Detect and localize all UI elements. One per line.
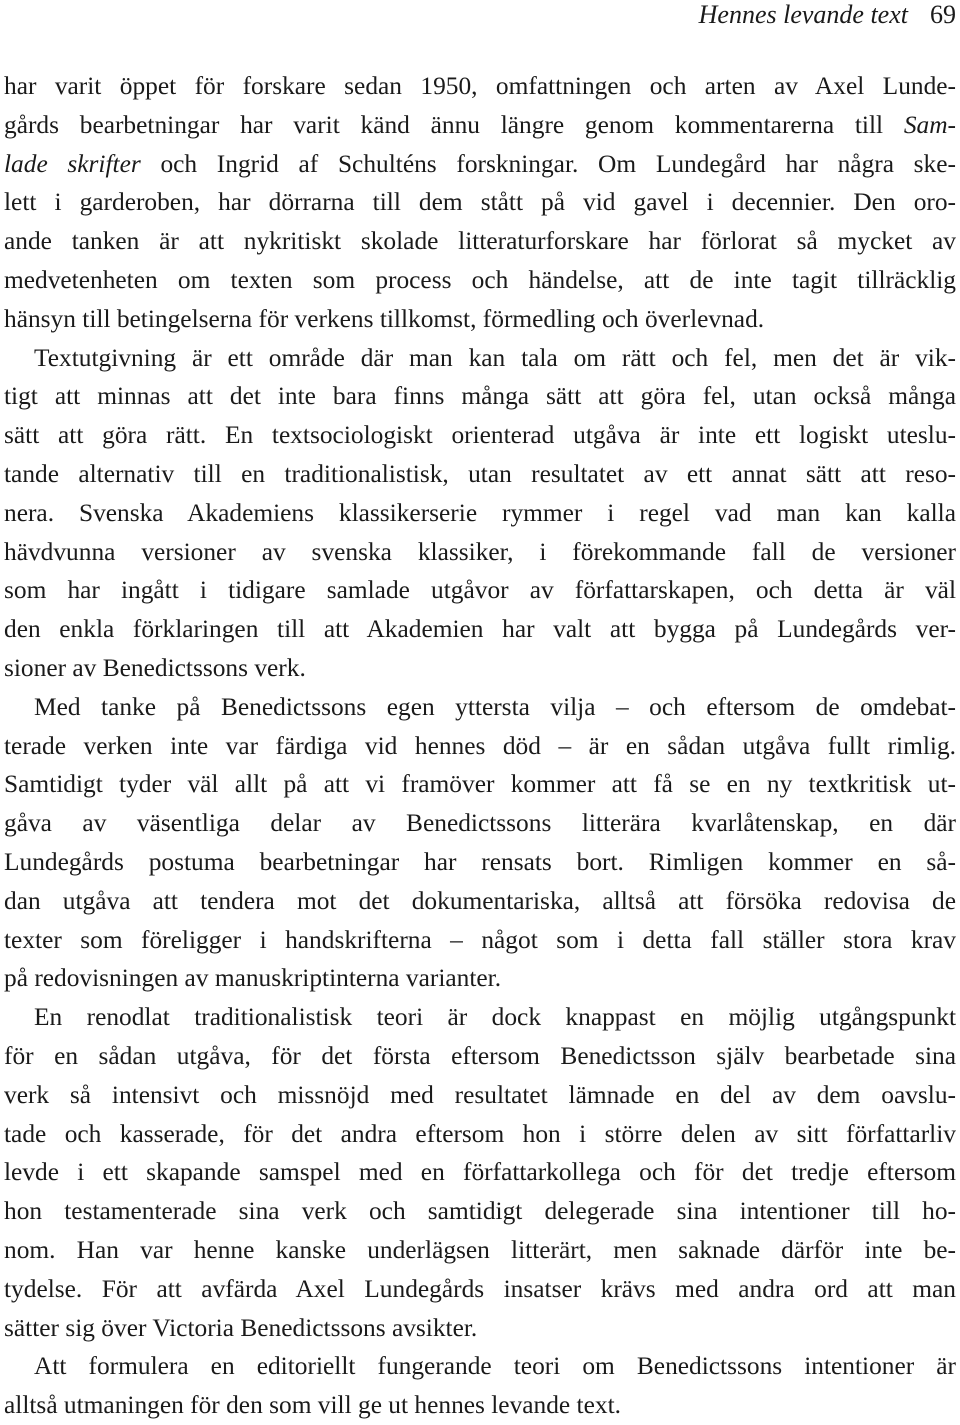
text-span: och Ingrid af Schulténs forskningar. Om Lundegård har några ske- bbox=[140, 149, 956, 178]
text-line: Lundegårds postuma bearbetningar har rensats bort. Rimligen kommer en så- bbox=[4, 847, 956, 876]
body-text bbox=[4, 67, 956, 1425]
text-line: tigt att minnas att det inte bara finns många sätt att göra fel, utan också många bbox=[4, 382, 956, 411]
text-line: tade och kasserade, för det andra eftersom hon i större delen av sitt författarliv bbox=[4, 1119, 956, 1148]
text-line: verk så intensivt och missnöjd med resultatet lämnade en del av dem oavslu- bbox=[4, 1080, 956, 1109]
text-line: har varit öppet för forskare sedan 1950, omfattningen och arten av Axel Lunde- bbox=[4, 72, 956, 100]
text-line: hon testamenterade sina verk och samtidigt delegerade sina intentioner till ho- bbox=[4, 1197, 956, 1226]
text-line: levde i ett skapande samspel med en författarkollega och för det tredje eftersom bbox=[4, 1158, 956, 1187]
text-line bbox=[4, 106, 956, 145]
text-line: terade verken inte var färdiga vid hennes död – är en sådan utgåva fullt rimlig. bbox=[4, 731, 956, 760]
running-head-title: Hennes levande text bbox=[698, 0, 908, 29]
text-line: gåva av väsentliga delar av Benedictssons litterära kvarlåtenskap, en där bbox=[4, 809, 956, 838]
text-line: Textutgivning är ett område där man kan tala om rätt och fel, men det är vik- bbox=[34, 343, 956, 372]
text-line: lett i garderoben, har dörrarna till dem stått på vid gavel i decennier. Den oro- bbox=[4, 188, 956, 217]
text-line: tande alternativ till en traditionalistisk, utan resultatet av ett annat sätt att reso- bbox=[4, 459, 956, 488]
text-line: texter som föreligger i handskrifterna – något som i detta fall ställer stora krav bbox=[4, 925, 956, 954]
text-line: Med tanke på Benedictssons egen yttersta vilja – och eftersom de omdebat- bbox=[34, 692, 956, 721]
text-line: hävdvunna versioner av svenska klassiker, i förekommande fall de versioner bbox=[4, 537, 956, 566]
text-line: sioner av Benedictssons verk. bbox=[4, 653, 306, 682]
text-line: dan utgåva att tendera mot det dokumentariska, alltså att försöka redovisa de bbox=[4, 886, 956, 915]
text-line: sätter sig över Victoria Benedictssons avsikter. bbox=[4, 1313, 478, 1342]
text-line bbox=[4, 145, 956, 184]
text-line: medvetenheten om texten som process och händelse, att de inte tagit tillräcklig bbox=[4, 265, 956, 294]
text-line: En renodlat traditionalistisk teori är dock knappast en möjlig utgångspunkt bbox=[34, 1003, 956, 1032]
text-line: hänsyn till betingelserna för verkens tillkomst, förmedling och överlevnad. bbox=[4, 304, 765, 333]
page-number: 69 bbox=[930, 0, 956, 29]
text-line: som har ingått i tidigare samlade utgåvor av författarskapen, och detta är väl bbox=[4, 576, 956, 605]
text-line: Att formulera en editoriellt fungerande teori om Benedictssons intentioner är bbox=[34, 1352, 956, 1381]
text-line: nera. Svenska Akademiens klassikerserie rymmer i regel vad man kan kalla bbox=[4, 498, 956, 527]
text-line: för en sådan utgåva, för det första eftersom Benedictsson själv bearbetade sina bbox=[4, 1041, 956, 1070]
italic-title: lade skrifter bbox=[4, 149, 141, 178]
text-line: nom. Han var henne kanske underlägsen litterärt, men saknade därför inte be- bbox=[4, 1235, 956, 1264]
italic-title: Sam- bbox=[903, 110, 956, 139]
text-line: tydelse. För att avfärda Axel Lundegårds insatser krävs med andra ord att man bbox=[4, 1274, 956, 1303]
text-line: Samtidigt tyder väl allt på att vi framöver kommer att få se en ny textkritisk ut- bbox=[4, 770, 956, 799]
running-head bbox=[699, 0, 956, 34]
text-line: på redovisningen av manuskriptinterna varianter. bbox=[4, 964, 502, 993]
text-line: ande tanken är att nykritiskt skolade litteraturforskare har förlorat så mycket av bbox=[4, 227, 956, 256]
text-line: alltså utmaningen för den som vill ge ut hennes levande text. bbox=[4, 1391, 621, 1420]
text-line: den enkla förklaringen till att Akademien har valt att bygga på Lundegårds ver- bbox=[4, 615, 956, 644]
text-line: sätt att göra rätt. En textsociologiskt orienterad utgåva är inte ett logiskt uteslu- bbox=[4, 421, 956, 450]
text-span: gårds bearbetningar har varit känd ännu längre genom kommentarerna till bbox=[4, 110, 904, 139]
